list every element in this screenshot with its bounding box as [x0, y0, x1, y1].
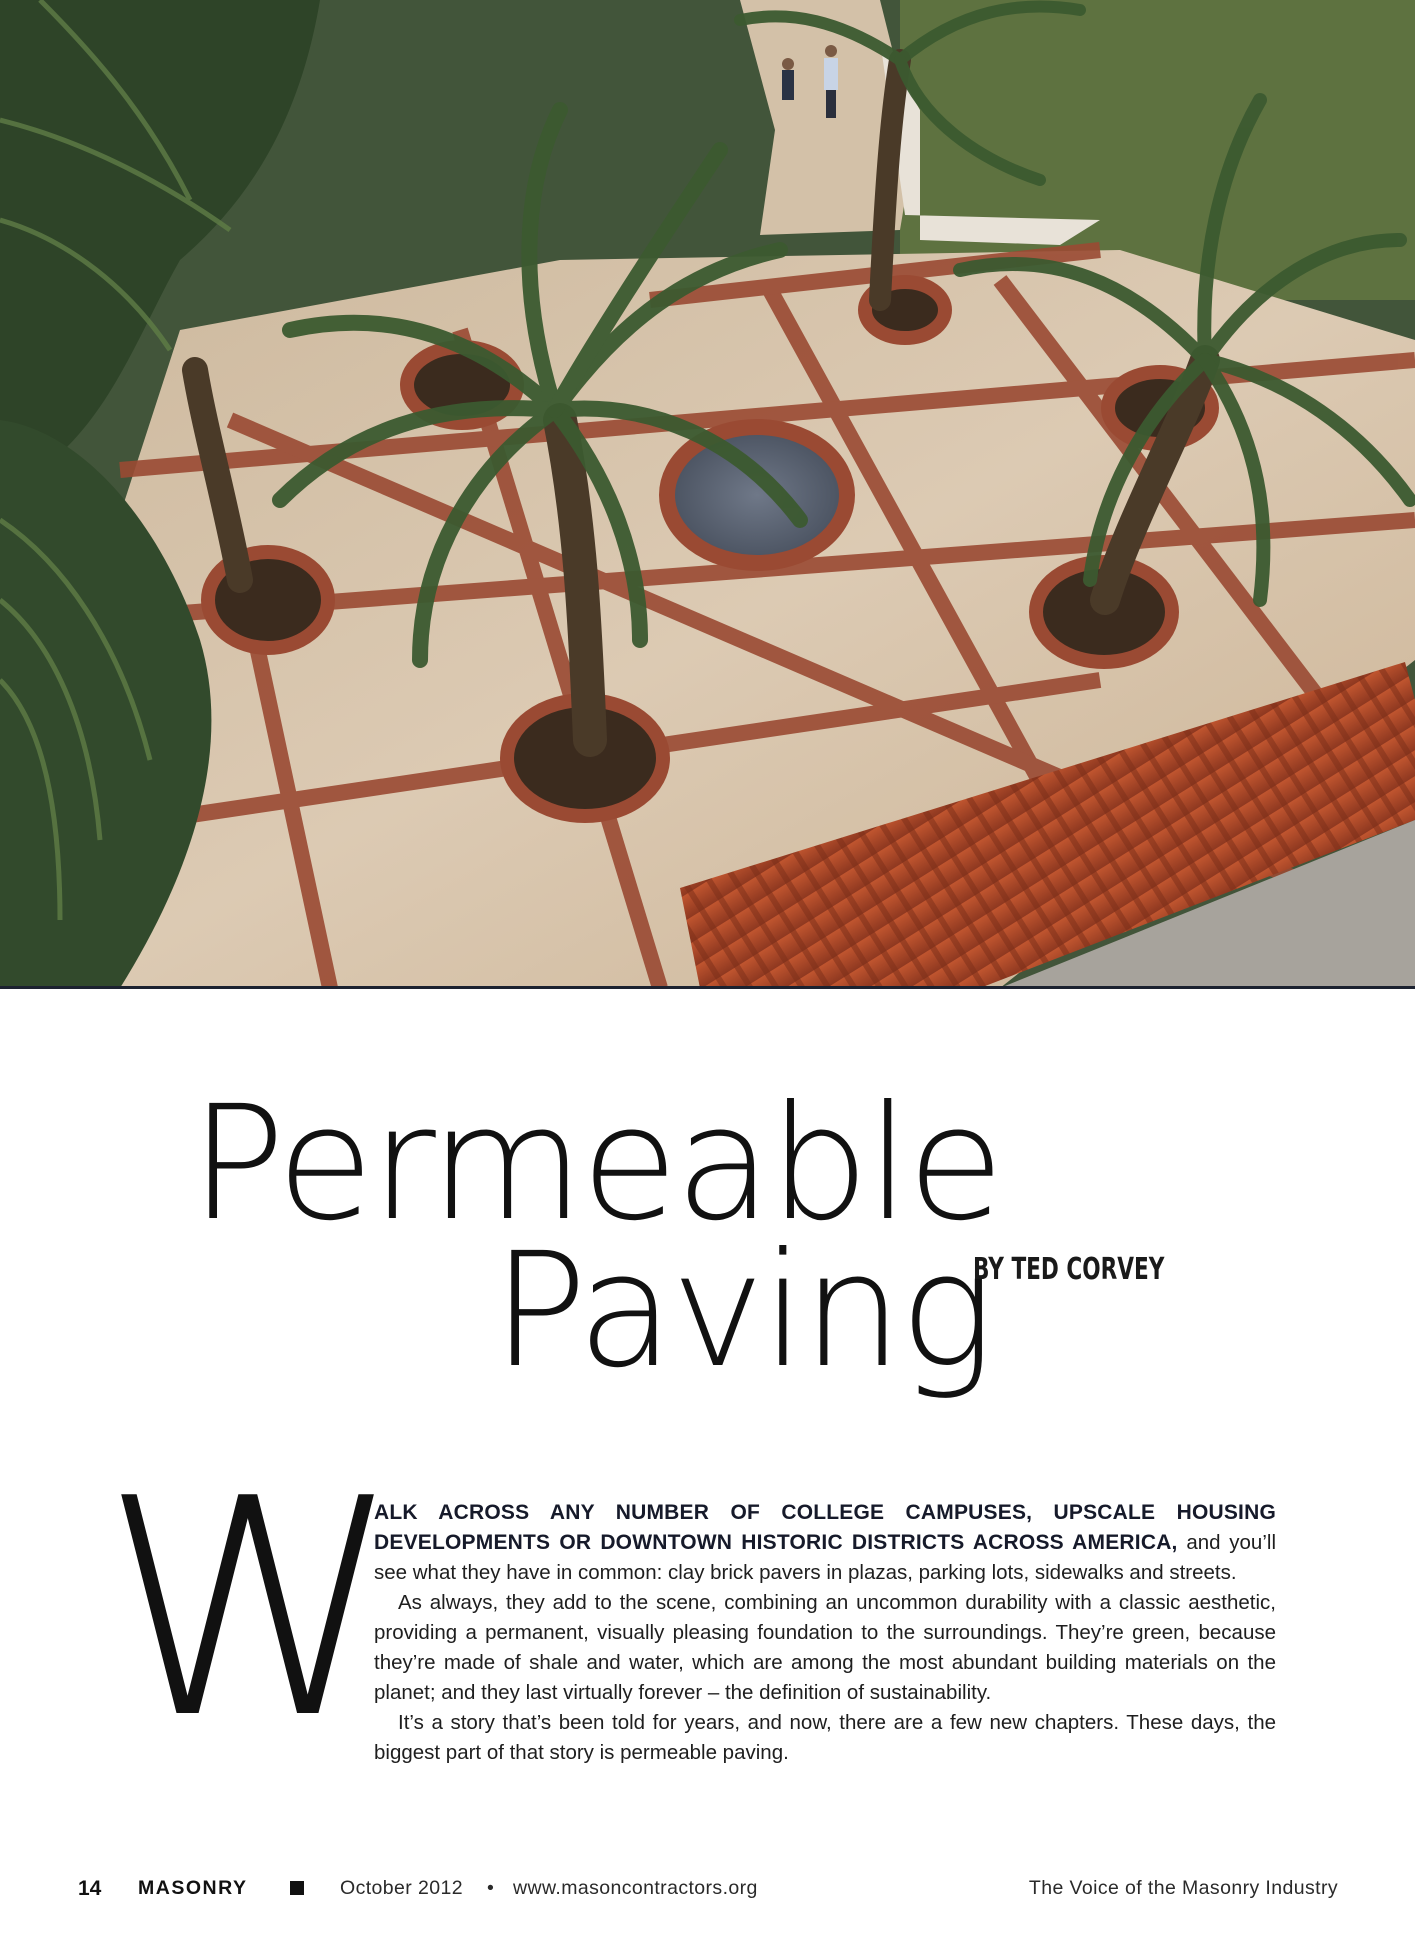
square-bullet-icon: [290, 1881, 304, 1895]
magazine-name: MASONRY: [138, 1877, 248, 1899]
drop-cap: W: [100, 1435, 403, 1784]
byline: BY TED CORVEY: [973, 1252, 1165, 1287]
paragraph-2: As always, they add to the scene, combining an uncommon durability with a classic aesthetic, providing a permanent, visually pleasing foundation to the surroundings. They’re green, because they’re made of shale and water, which are among the most abundant building materials on the planet; and they last virtually forever – the definition of sustainability.: [374, 1591, 1276, 1704]
footer-separator: •: [487, 1877, 494, 1899]
article-body: [374, 1498, 1276, 1768]
page-number: 14: [78, 1877, 102, 1900]
center-medallion: [667, 427, 847, 563]
lead-rest: and you’ll see what they have in common: clay brick pavers in plazas, parking lots, sidewalks and streets.: [374, 1531, 1276, 1584]
photo-divider: [0, 986, 1415, 989]
headline-line-1: Permeable: [190, 1072, 1002, 1256]
paragraph-3: It’s a story that’s been told for years, and now, there are a few new chapters. These days, the biggest part of that story is permeable paving.: [374, 1711, 1276, 1764]
headline-line-2: Paving: [492, 1219, 992, 1403]
lead-caps: ALK ACROSS ANY NUMBER OF COLLEGE CAMPUSES, UPSCALE HOUSING DEVELOPMENTS OR DOWNTOWN HISTORIC DISTRICTS ACROSS AMERICA,: [374, 1501, 1276, 1554]
tagline: The Voice of the Masonry Industry: [1028, 1877, 1338, 1899]
page-footer: [78, 1877, 1338, 1907]
lead-paragraph: [374, 1498, 1276, 1588]
website-url: www.masoncontractors.org: [513, 1877, 758, 1899]
issue-date: October 2012: [340, 1877, 463, 1899]
